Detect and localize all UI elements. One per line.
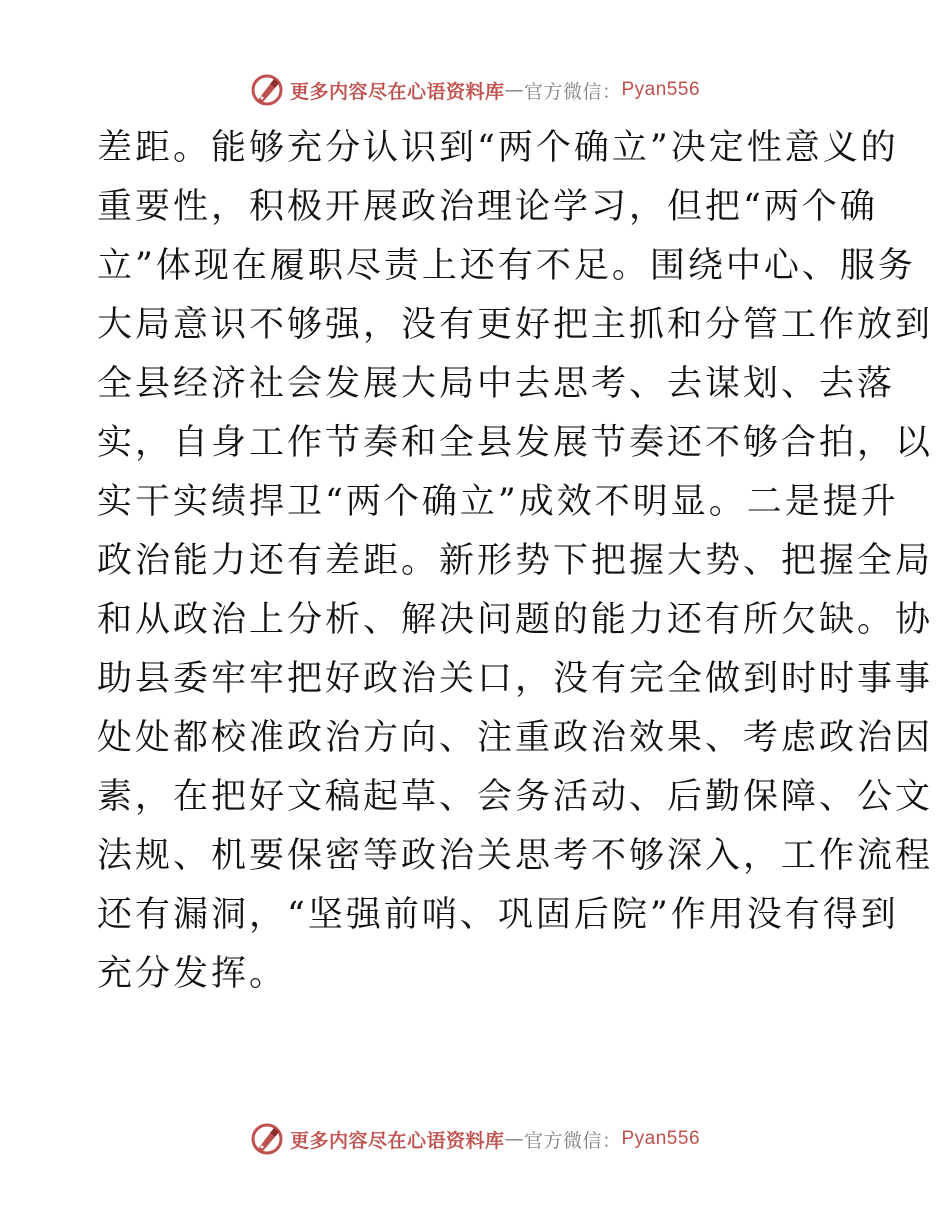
body-line: 实，自身工作节奏和全县发展节奏还不够合拍，以 — [97, 423, 934, 463]
body-line: 政治能力还有差距。新形势下把握大势、把握全局 — [97, 541, 934, 581]
body-line: 大局意识不够强，没有更好把主抓和分管工作放到 — [97, 305, 934, 345]
body-line: 处处都校准政治方向、注重政治效果、考虑政治因 — [97, 718, 934, 758]
watermark-label: 官方微信： — [523, 1129, 622, 1152]
body-line: 和从政治上分析、解决问题的能力还有所欠缺。协 — [97, 600, 934, 640]
document-body — [97, 119, 934, 1004]
footer-watermark — [0, 1119, 950, 1159]
body-line: 助县委牢牢把好政治关口，没有完全做到时时事事 — [97, 659, 934, 699]
pen-logo-icon — [250, 73, 284, 107]
pen-logo-icon — [250, 1122, 284, 1156]
watermark-brand-text: 更多内容尽在心语资料库 — [289, 1129, 505, 1152]
body-line: 还有漏洞，“坚强前哨、巩固后院”作用没有得到 — [97, 895, 899, 935]
body-line: 充分发挥。 — [97, 954, 288, 994]
body-line: 法规、机要保密等政治关思考不够深入，工作流程 — [97, 836, 934, 876]
body-line: 素，在把好文稿起草、会务活动、后勤保障、公文 — [97, 777, 934, 817]
body-line: 差距。能够充分认识到“两个确立”决定性意义的 — [97, 128, 899, 168]
body-line: 实干实绩捍卫“两个确立”成效不明显。二是提升 — [97, 482, 899, 522]
watermark-brand-text: 更多内容尽在心语资料库 — [289, 80, 505, 103]
watermark-wechat-id: Pyan556 — [621, 1128, 701, 1149]
watermark-wechat-id: Pyan556 — [621, 79, 701, 100]
body-line: 重要性，积极开展政治理论学习，但把“两个确 — [97, 187, 878, 227]
watermark-dash: — — [504, 79, 524, 101]
body-line: 立”体现在履职尽责上还有不足。围绕中心、服务 — [97, 246, 916, 286]
body-line: 全县经济社会发展大局中去思考、去谋划、去落 — [97, 364, 896, 404]
header-watermark — [0, 70, 950, 110]
watermark-dash: — — [504, 1128, 524, 1150]
watermark-label: 官方微信： — [523, 80, 622, 103]
